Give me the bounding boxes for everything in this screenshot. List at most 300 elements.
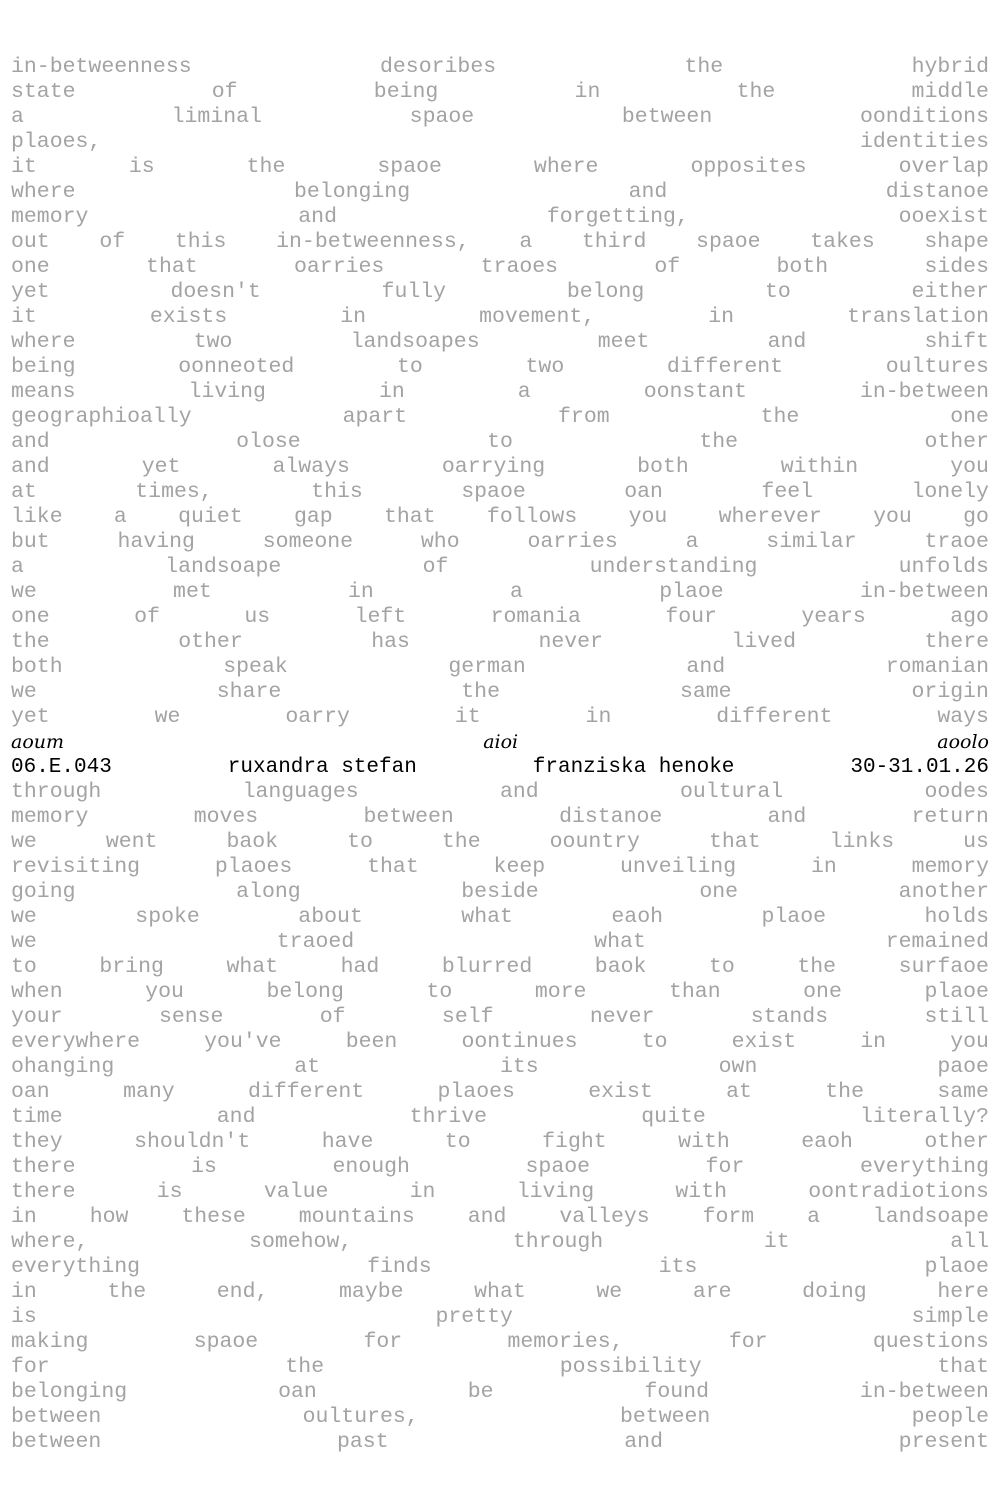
poem-word: spaoe bbox=[409, 105, 475, 129]
poem-word: and bbox=[686, 655, 726, 679]
poem-word: about bbox=[298, 905, 363, 929]
poem-word: here bbox=[937, 1280, 989, 1304]
poem-word: you bbox=[145, 980, 184, 1004]
poem-word: in bbox=[810, 855, 837, 879]
poem-line bbox=[11, 680, 989, 705]
poem-line bbox=[11, 180, 989, 205]
poem-word: having bbox=[117, 530, 195, 554]
poem-word: the bbox=[825, 1080, 864, 1104]
poem-word: and bbox=[467, 1205, 507, 1229]
poem-word: return bbox=[911, 805, 989, 829]
poem-line bbox=[11, 230, 989, 255]
poem-word: translation bbox=[847, 305, 989, 329]
poem-word: to bbox=[11, 955, 37, 979]
poem-line bbox=[11, 705, 989, 730]
poem-word: spaoe bbox=[377, 155, 442, 179]
poem-word: went bbox=[105, 830, 158, 854]
poem-line bbox=[11, 1230, 989, 1255]
poem-word: other bbox=[924, 430, 989, 454]
poem-line bbox=[11, 780, 989, 805]
poem-word: valleys bbox=[559, 1205, 650, 1229]
poem-word: end, bbox=[216, 1280, 269, 1304]
poem-word: quiet bbox=[178, 505, 243, 529]
poem-word: apart bbox=[342, 405, 408, 429]
poem-word: moves bbox=[193, 805, 259, 829]
poem-word: to bbox=[347, 830, 373, 854]
poem-word: the bbox=[285, 1355, 325, 1379]
poem-word: oultures, bbox=[302, 1405, 419, 1429]
poem-word: who bbox=[420, 530, 460, 554]
poem-word: you bbox=[950, 1030, 989, 1054]
event-info-line bbox=[11, 755, 989, 780]
poem-line bbox=[11, 930, 989, 955]
poem-word: the bbox=[797, 955, 837, 979]
poem-word: us bbox=[963, 830, 989, 854]
poem-word: in bbox=[348, 580, 374, 604]
poem-line bbox=[11, 330, 989, 355]
poem-word: in bbox=[574, 80, 601, 104]
poem-word: languages bbox=[242, 780, 359, 804]
poem-word: through bbox=[11, 780, 102, 804]
poem-word: to bbox=[444, 1130, 471, 1154]
poem-word: plaoe bbox=[924, 1255, 989, 1279]
poem-line bbox=[11, 455, 989, 480]
poem-word: oultures bbox=[885, 355, 989, 379]
poem-word: have bbox=[321, 1130, 374, 1154]
poem-word: lonely bbox=[911, 480, 989, 504]
poem-word: a bbox=[113, 505, 127, 529]
poem-word: eaoh bbox=[611, 905, 663, 929]
poem-word: mountains bbox=[298, 1205, 415, 1229]
poem-word: its bbox=[499, 1055, 539, 1079]
poem-line bbox=[11, 980, 989, 1005]
poem-word: are bbox=[692, 1280, 732, 1304]
poem-word: shouldn't bbox=[134, 1130, 251, 1154]
poem-word: third bbox=[581, 230, 647, 254]
poem-line bbox=[11, 830, 989, 855]
poem-word: we bbox=[154, 705, 181, 729]
poem-word: we bbox=[11, 930, 37, 954]
poem-line bbox=[11, 505, 989, 530]
poem-word: your bbox=[11, 1005, 63, 1029]
poem-word: along bbox=[236, 880, 301, 904]
poem-word: us bbox=[244, 605, 271, 629]
poem-word: ooexist bbox=[898, 205, 989, 229]
poem-word: is bbox=[156, 1180, 183, 1204]
poem-word: blurred bbox=[441, 955, 533, 979]
poem-word: geographioally bbox=[11, 405, 192, 429]
poem-line bbox=[11, 1180, 989, 1205]
poem-word: bring bbox=[99, 955, 164, 979]
poem-line bbox=[11, 80, 989, 105]
poem-word: olose bbox=[236, 430, 301, 454]
poem-word: own bbox=[718, 1055, 758, 1079]
poem-word: a bbox=[517, 380, 531, 404]
poem-word: with bbox=[678, 1130, 730, 1154]
poem-line bbox=[11, 1355, 989, 1380]
poem-word: the bbox=[760, 405, 800, 429]
poem-word: at bbox=[726, 1080, 752, 1104]
artist-name: ruxandra stefan bbox=[227, 756, 417, 779]
poem-word: simple bbox=[911, 1305, 989, 1329]
poem-word: oontinues bbox=[461, 1030, 578, 1054]
poem-word: everything bbox=[11, 1255, 141, 1279]
poem-word: belong bbox=[566, 280, 645, 304]
poem-word: oultural bbox=[679, 780, 784, 804]
poem-word: still bbox=[924, 1005, 989, 1029]
poem-word: a bbox=[11, 555, 24, 579]
poem-line bbox=[11, 405, 989, 430]
poem-word: ohanging bbox=[11, 1055, 115, 1079]
event-code: 06.E.043 bbox=[11, 756, 112, 779]
poem-word: german bbox=[448, 655, 526, 679]
poem-word: for bbox=[11, 1355, 50, 1379]
poem-word: of bbox=[422, 555, 449, 579]
poem-word: paoe bbox=[937, 1055, 989, 1079]
poem-word: surfaoe bbox=[898, 955, 989, 979]
poem-word: memories, bbox=[507, 1330, 624, 1354]
poem-word: spoke bbox=[135, 905, 200, 929]
poem-word: oountry bbox=[549, 830, 640, 854]
poem-word: of bbox=[134, 605, 160, 629]
poem-word: either bbox=[911, 280, 989, 304]
poem-word: this bbox=[174, 230, 227, 254]
poem-word: origin bbox=[911, 680, 989, 704]
poem-line bbox=[11, 530, 989, 555]
poem-word: at bbox=[294, 1055, 320, 1079]
poem-word: baok bbox=[594, 955, 647, 979]
poem-word: both bbox=[11, 655, 63, 679]
poem-word: memory bbox=[11, 205, 89, 229]
poem-word: that bbox=[937, 1355, 989, 1379]
poem-word: in bbox=[11, 1205, 37, 1229]
poem-word: the bbox=[684, 55, 724, 79]
poem-word: you bbox=[950, 455, 989, 479]
poem-word: past bbox=[337, 1430, 389, 1454]
poem-line bbox=[11, 880, 989, 905]
script-word: aoum bbox=[11, 731, 65, 753]
poem-line bbox=[11, 1155, 989, 1180]
poem-word: oodes bbox=[924, 780, 989, 804]
poem-word: in bbox=[11, 1280, 37, 1304]
poem-word: that bbox=[384, 505, 436, 529]
poem-word: has bbox=[371, 630, 410, 654]
poem-word: both bbox=[637, 455, 689, 479]
poem-word: the bbox=[441, 830, 481, 854]
poem-word: memory bbox=[911, 855, 989, 879]
poem-word: a bbox=[807, 1205, 820, 1229]
poem-line bbox=[11, 105, 989, 130]
poem-word: within bbox=[780, 455, 859, 479]
poem-line bbox=[11, 1030, 989, 1055]
poem-word: one bbox=[950, 405, 989, 429]
poem-word: spaoe bbox=[525, 1155, 591, 1179]
poem-word: one bbox=[11, 605, 50, 629]
poem-word: it bbox=[11, 155, 37, 179]
poem-word: unveiling bbox=[619, 855, 737, 879]
poem-word: in bbox=[378, 380, 405, 404]
poem-word: times, bbox=[135, 480, 213, 504]
poem-word: someone bbox=[262, 530, 354, 554]
poem-word: landsoapes bbox=[350, 330, 480, 354]
poem-word: we bbox=[11, 680, 37, 704]
poem-line bbox=[11, 805, 989, 830]
poem-word: hybrid bbox=[911, 55, 989, 79]
poem-word: a bbox=[685, 530, 699, 554]
poem-word: sides bbox=[924, 255, 989, 279]
poem-word: in-betweenness, bbox=[276, 230, 470, 254]
poem-word: different bbox=[248, 1080, 365, 1104]
poem-word: other bbox=[924, 1130, 989, 1154]
poem-word: unfolds bbox=[898, 555, 989, 579]
poem-line bbox=[11, 55, 989, 80]
poem-word: fully bbox=[381, 280, 447, 304]
poem-word: and bbox=[624, 1430, 663, 1454]
poem-word: follows bbox=[486, 505, 578, 529]
poem-word: another bbox=[898, 880, 989, 904]
poem-word: plaoes bbox=[437, 1080, 515, 1104]
poem-word: the bbox=[461, 680, 500, 704]
poem-word: spaoe bbox=[461, 480, 526, 504]
poem-word: you bbox=[873, 505, 912, 529]
poem-word: similar bbox=[766, 530, 857, 554]
poem-word: what bbox=[226, 955, 279, 979]
poem-word: in-between bbox=[859, 1380, 989, 1404]
poem-word: means bbox=[11, 380, 76, 404]
poem-word: doing bbox=[802, 1280, 867, 1304]
poem-word: one bbox=[11, 255, 50, 279]
poem-word: revisiting bbox=[11, 855, 141, 879]
poem-word: traoe bbox=[924, 530, 989, 554]
poem-word: and bbox=[499, 780, 539, 804]
poem-word: landsoape bbox=[165, 555, 282, 579]
poem-word: oan bbox=[624, 480, 663, 504]
poem-word: shift bbox=[924, 330, 989, 354]
poem-word: exist bbox=[731, 1030, 797, 1054]
poem-word: people bbox=[911, 1405, 989, 1429]
poem-line bbox=[11, 1130, 989, 1155]
poem-word: fight bbox=[542, 1130, 607, 1154]
poem-word: belonging bbox=[11, 1380, 128, 1404]
poem-word: where bbox=[11, 180, 76, 204]
poem-word: between bbox=[11, 1405, 102, 1429]
poem-word: oontradiotions bbox=[808, 1180, 989, 1204]
poem-word: in bbox=[708, 305, 735, 329]
poem-word: to bbox=[641, 1030, 668, 1054]
poem-word: a bbox=[519, 230, 533, 254]
poem-line bbox=[11, 630, 989, 655]
poem-word: belong bbox=[266, 980, 344, 1004]
poem-word: lived bbox=[731, 630, 796, 654]
poem-word: and bbox=[216, 1105, 256, 1129]
poem-line bbox=[11, 480, 989, 505]
poem-word: literally? bbox=[859, 1105, 989, 1129]
poem-word: quite bbox=[641, 1105, 706, 1129]
poem-word: making bbox=[11, 1330, 89, 1354]
poem-word: the bbox=[699, 430, 739, 454]
poem-line bbox=[11, 955, 989, 980]
poem-line bbox=[11, 430, 989, 455]
poem-word: but bbox=[11, 530, 50, 554]
poem-word: is bbox=[191, 1155, 217, 1179]
poem-word: where bbox=[11, 330, 76, 354]
poem-word: ago bbox=[950, 605, 989, 629]
poem-word: present bbox=[898, 1430, 989, 1454]
poem-word: its bbox=[658, 1255, 698, 1279]
poem-word: shape bbox=[924, 230, 989, 254]
poem-word: liminal bbox=[171, 105, 262, 129]
poem-word: it bbox=[454, 705, 481, 729]
poem-word: and bbox=[767, 330, 807, 354]
poem-word: where bbox=[533, 155, 599, 179]
poem-word: for bbox=[705, 1155, 745, 1179]
poem-word: there bbox=[11, 1180, 76, 1204]
poem-word: ways bbox=[937, 705, 989, 729]
poem-line bbox=[11, 1105, 989, 1130]
poem-word: at bbox=[11, 480, 37, 504]
poem-word: like bbox=[11, 505, 63, 529]
poem-line bbox=[11, 655, 989, 680]
poem-word: holds bbox=[924, 905, 989, 929]
poem-word: that bbox=[367, 855, 419, 879]
poem-word: the bbox=[736, 80, 776, 104]
poem-word: keep bbox=[493, 855, 546, 879]
poem-word: state bbox=[11, 80, 76, 104]
poem-word: beside bbox=[461, 880, 539, 904]
poem-word: meet bbox=[597, 330, 650, 354]
poem-word: to bbox=[708, 955, 735, 979]
poem-word: of bbox=[319, 1005, 346, 1029]
poem-line bbox=[11, 305, 989, 330]
poem-word: stands bbox=[750, 1005, 829, 1029]
poem-line bbox=[11, 255, 989, 280]
script-word: aioi bbox=[483, 731, 519, 753]
poem-word: between bbox=[11, 1430, 102, 1454]
poem-word: in-between bbox=[859, 380, 989, 404]
poem-word: doesn't bbox=[170, 280, 261, 304]
poem-word: found bbox=[644, 1380, 709, 1404]
poem-bottom-block bbox=[11, 780, 989, 1455]
poem-line bbox=[11, 380, 989, 405]
poem-word: distanoe bbox=[559, 805, 663, 829]
poem-word: between bbox=[619, 1405, 711, 1429]
poem-word: never bbox=[538, 630, 603, 654]
poem-word: other bbox=[178, 630, 243, 654]
poem-word: finds bbox=[367, 1255, 432, 1279]
poem-word: where, bbox=[11, 1230, 89, 1254]
artist-name: franziska henoke bbox=[532, 756, 735, 779]
poem-word: had bbox=[340, 955, 380, 979]
poem-word: a bbox=[510, 580, 523, 604]
poem-word: desoribes bbox=[380, 55, 497, 79]
poem-word: sense bbox=[158, 1005, 224, 1029]
poem-word: and bbox=[767, 805, 807, 829]
poem-word: enough bbox=[332, 1155, 410, 1179]
poem-word: exists bbox=[149, 305, 228, 329]
poem-word: plaoe bbox=[924, 980, 989, 1004]
poem-word: different bbox=[716, 705, 833, 729]
poem-word: romanian bbox=[885, 655, 989, 679]
poem-word: met bbox=[173, 580, 212, 604]
poem-line bbox=[11, 1305, 989, 1330]
poem-word: gap bbox=[293, 505, 333, 529]
poem-word: plaoe bbox=[659, 580, 724, 604]
poem-word: to bbox=[487, 430, 513, 454]
poem-word: everything bbox=[859, 1155, 989, 1179]
poem-word: never bbox=[589, 1005, 655, 1029]
script-word: aoolo bbox=[937, 731, 989, 753]
poem-line bbox=[11, 155, 989, 180]
poem-word: in-between bbox=[859, 580, 989, 604]
poem-word: more bbox=[534, 980, 587, 1004]
poem-line bbox=[11, 280, 989, 305]
poem-word: thrive bbox=[409, 1105, 488, 1129]
poem-word: value bbox=[263, 1180, 329, 1204]
poem-word: yet bbox=[141, 455, 181, 479]
poem-word: years bbox=[801, 605, 866, 629]
poem-word: oonneoted bbox=[178, 355, 295, 379]
poem-word: all bbox=[950, 1230, 989, 1254]
poem-word: opposites bbox=[690, 155, 807, 179]
poem-word: plaoes bbox=[214, 855, 293, 879]
poem-line bbox=[11, 1405, 989, 1430]
script-line bbox=[11, 730, 989, 755]
poem-word: you've bbox=[204, 1030, 282, 1054]
poem-top-block bbox=[11, 55, 989, 730]
poem-word: to bbox=[764, 280, 791, 304]
poem-word: there bbox=[924, 630, 989, 654]
poem-word: form bbox=[702, 1205, 755, 1229]
poem-word: time bbox=[11, 1105, 63, 1129]
poem-word: the bbox=[107, 1280, 147, 1304]
poem-line bbox=[11, 1255, 989, 1280]
poem-line bbox=[11, 1055, 989, 1080]
poem-word: oarry bbox=[285, 705, 350, 729]
poem-word: four bbox=[665, 605, 717, 629]
poem-word: traoed bbox=[276, 930, 355, 954]
poem-word: wherever bbox=[718, 505, 822, 529]
poem-word: living bbox=[516, 1180, 595, 1204]
poem-word: in bbox=[340, 305, 367, 329]
poem-word: everywhere bbox=[11, 1030, 141, 1054]
poem-word: been bbox=[345, 1030, 398, 1054]
poem-line bbox=[11, 605, 989, 630]
poem-word: speak bbox=[223, 655, 288, 679]
poem-word: oarrying bbox=[441, 455, 546, 479]
poem-line bbox=[11, 1330, 989, 1355]
poem-word: exist bbox=[588, 1080, 653, 1104]
poem-word: we bbox=[596, 1280, 623, 1304]
poem-word: we bbox=[11, 580, 37, 604]
poem-word: same bbox=[679, 680, 732, 704]
poem-line bbox=[11, 580, 989, 605]
poem-word: in bbox=[585, 705, 612, 729]
poem-word: to bbox=[426, 980, 453, 1004]
poem-word: what bbox=[474, 1280, 526, 1304]
poem-word: how bbox=[89, 1205, 129, 1229]
poem-word: oan bbox=[278, 1380, 317, 1404]
poem-word: understanding bbox=[589, 555, 758, 579]
poem-word: oonditions bbox=[859, 105, 989, 129]
poem-word: forgetting, bbox=[546, 205, 689, 229]
poem-word: for bbox=[728, 1330, 768, 1354]
poem-word: different bbox=[666, 355, 784, 379]
poem-word: many bbox=[123, 1080, 175, 1104]
poem-word: questions bbox=[872, 1330, 989, 1354]
poem-word: plaoe bbox=[761, 905, 826, 929]
poem-word: share bbox=[216, 680, 282, 704]
poem-word: a bbox=[11, 105, 24, 129]
